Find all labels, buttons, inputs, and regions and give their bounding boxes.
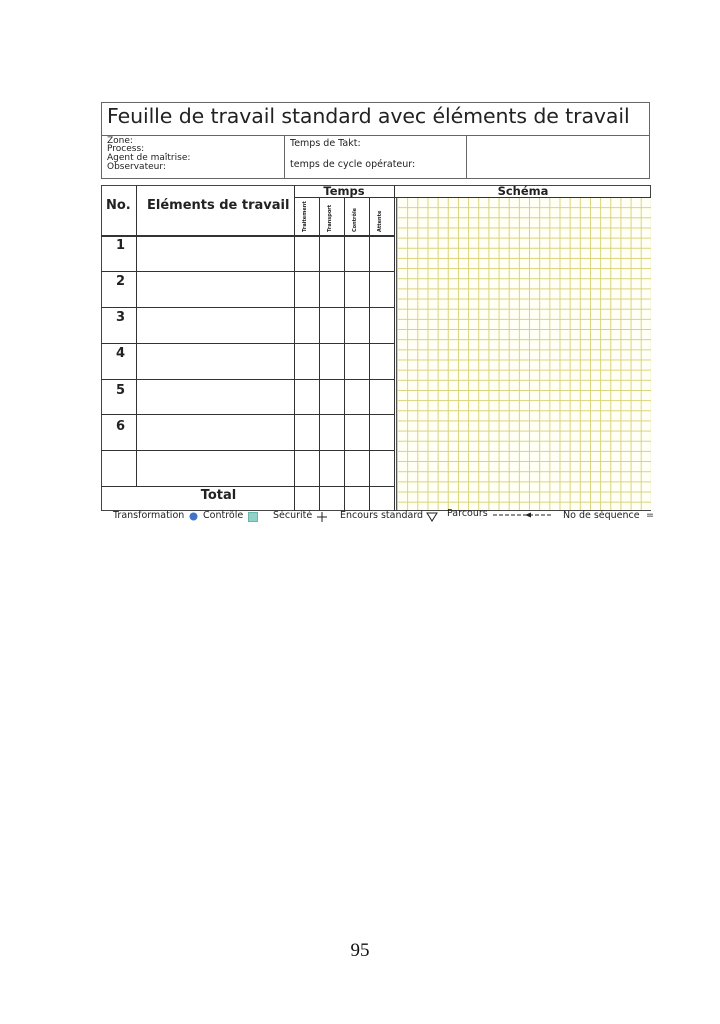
info-divider (466, 135, 467, 179)
legend-parcours: Parcours (447, 508, 488, 519)
row-number: 3 (116, 310, 126, 325)
col-schema-header: Schéma (497, 184, 549, 198)
col-divider (319, 197, 320, 511)
row-number: 5 (116, 383, 126, 398)
row-line (101, 343, 395, 344)
dashed-arrow-icon (493, 511, 551, 522)
sub-header-transport: Transport (327, 204, 333, 232)
col-divider (369, 197, 370, 511)
down-triangle-icon (426, 512, 438, 525)
col-temps-header: Temps (323, 184, 365, 198)
page-number: 95 (350, 940, 370, 961)
sub-header-traitement: Traitement (302, 201, 308, 232)
row-line (101, 450, 395, 451)
observer-label: Observateur: (107, 162, 166, 172)
row-line (101, 414, 395, 415)
takt-label: Temps de Takt: (290, 138, 361, 149)
process-label: Process: (107, 144, 145, 154)
sub-header-controle: Contrôle (352, 207, 358, 232)
row-number: 4 (116, 346, 126, 361)
row-line (101, 379, 395, 380)
schema-grid (396, 197, 651, 510)
row-line (101, 307, 395, 308)
col-divider (344, 197, 345, 511)
col-elements-header: Eléments de travail (147, 198, 290, 213)
legend-sequence: No de séquence (563, 510, 640, 521)
legend-transformation: Transformation (113, 510, 185, 521)
total-label: Total (200, 488, 237, 503)
plus-icon (316, 511, 328, 526)
info-divider (284, 135, 285, 179)
legend-securite: Sécurité (273, 510, 313, 521)
agent-label: Agent de maîtrise: (107, 153, 191, 163)
row-line (101, 486, 395, 487)
legend-encours: Encours standard (340, 510, 424, 521)
sub-header-attente: Attente (377, 210, 383, 232)
col-divider (136, 185, 137, 486)
equals-icon: = (646, 510, 654, 521)
col-divider (394, 185, 395, 511)
zone-label: Zone: (107, 136, 133, 146)
cycle-label: temps de cycle opérateur: (290, 159, 416, 170)
row-number: 6 (116, 419, 126, 434)
teal-square-icon (248, 512, 258, 525)
sheet-title: Feuille de travail standard avec éléments de travail (107, 104, 630, 128)
row-line (101, 271, 395, 272)
row-number: 1 (116, 238, 126, 253)
blue-circle-icon (189, 512, 198, 524)
row-number: 2 (116, 274, 126, 289)
legend-controle: Contrôle (203, 510, 244, 521)
col-no-header: No. (106, 198, 131, 213)
col-divider (294, 185, 295, 511)
header-bottom-line (101, 235, 395, 237)
